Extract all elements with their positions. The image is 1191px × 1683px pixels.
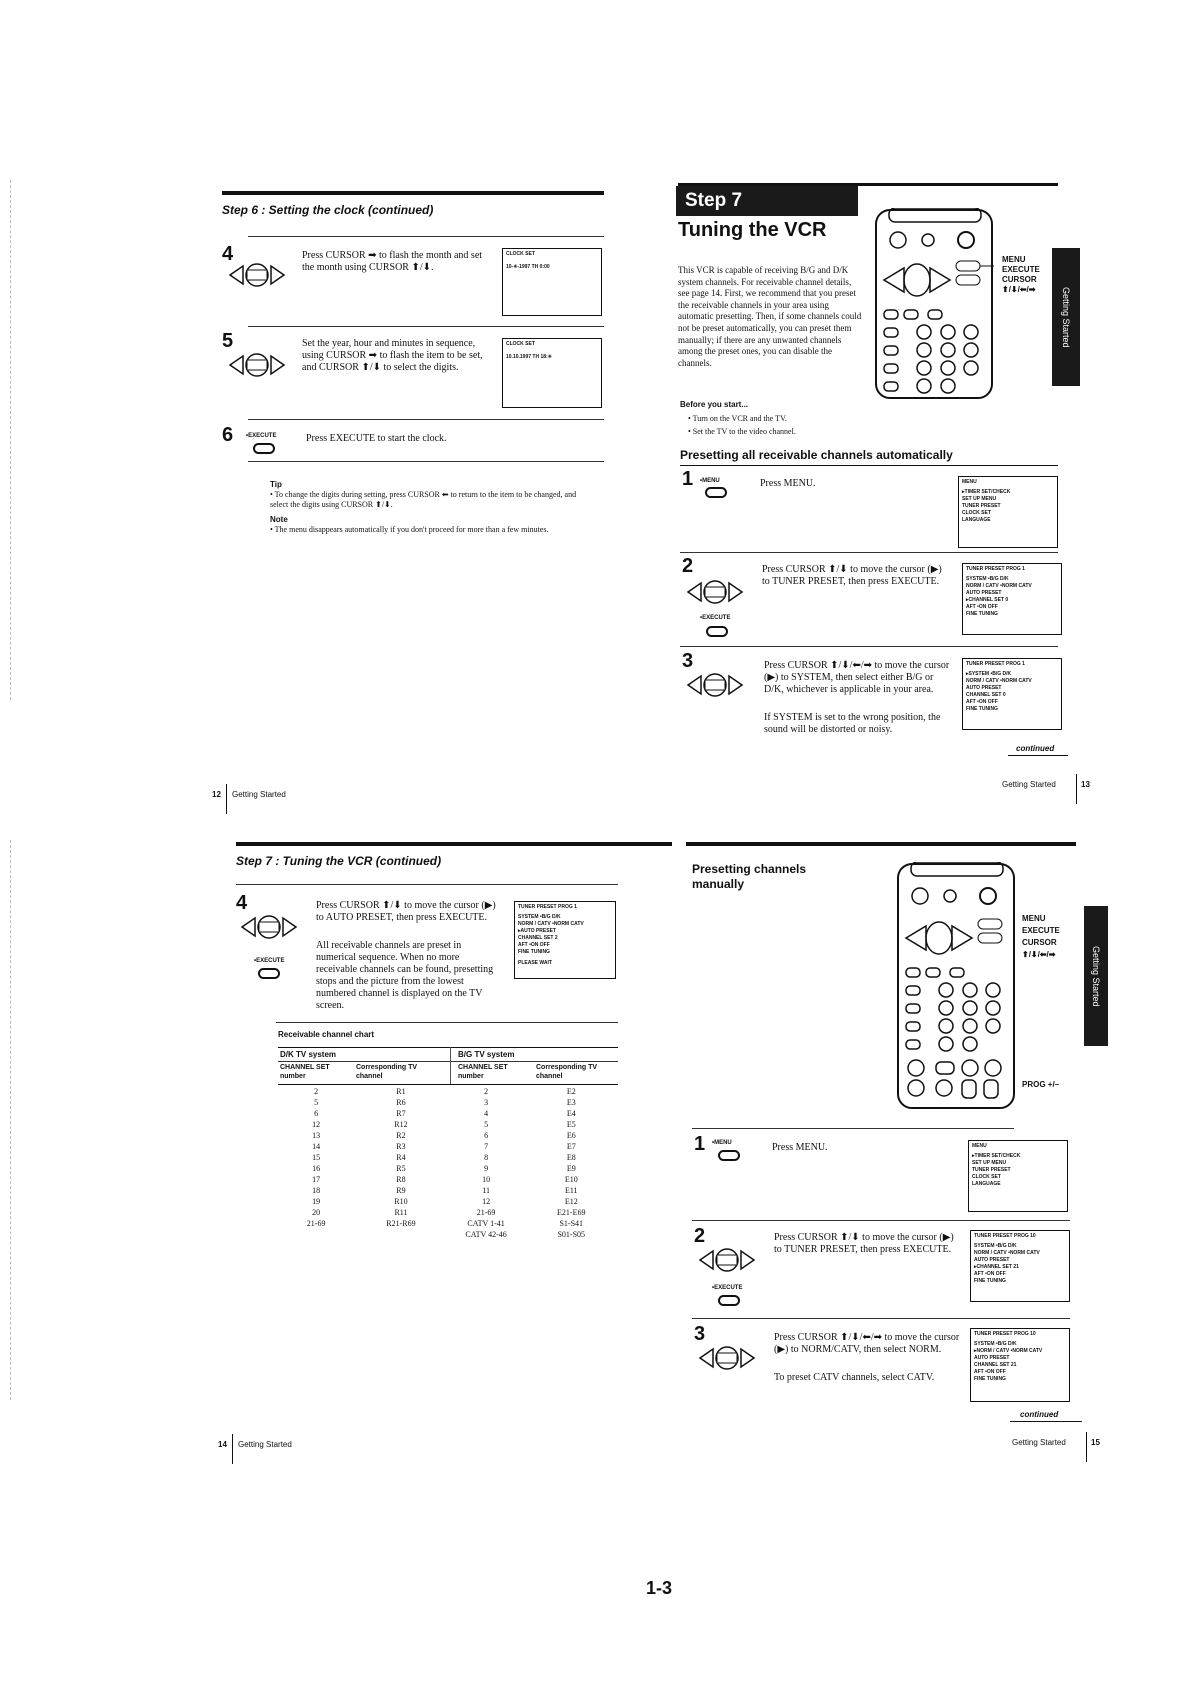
step-text: Set the year, hour and minutes in sequence, using CURSOR ➡ to flash the item to be set, and CURSOR ⬆/⬇ to select the digits. — [302, 338, 483, 373]
section-header: Step 6 : Setting the clock (continued) — [222, 203, 434, 217]
footer-bar — [226, 784, 227, 814]
step-number: 1 — [682, 468, 694, 490]
note-text: • The menu disappears automatically if you don't proceed for more than a few minutes. — [270, 525, 549, 534]
table-row — [278, 1218, 618, 1229]
table-cell: CATV 1-41 — [467, 1219, 505, 1228]
table-cell: E10 — [564, 1175, 578, 1184]
side-tab: Getting Started — [1084, 906, 1108, 1046]
step-text-note: All receivable channels are preset in numerical sequence. When no more receivable channels can be found, presetting stops and the picture from the lowest numbered channel is displayed on the TV screen. — [316, 940, 494, 1011]
page-number: 12 — [212, 790, 221, 799]
osd-line: AUTO PRESET — [966, 590, 1002, 596]
osd-line: TUNER PRESET PROG 10 — [974, 1233, 1036, 1239]
osd-screen — [962, 563, 1062, 635]
table-cell: 13 — [312, 1131, 321, 1140]
table-row — [278, 1108, 618, 1119]
divider — [248, 236, 604, 237]
table-cell: R9 — [396, 1186, 406, 1195]
table-cell: R5 — [396, 1164, 406, 1173]
osd-line: FINE TUNING — [966, 706, 998, 712]
table-cell: S01-S05 — [557, 1230, 586, 1239]
table-cell: R21-R69 — [386, 1219, 416, 1228]
osd-line: CHANNEL SET 0 — [966, 692, 1006, 698]
osd-line: TUNER PRESET PROG 1 — [966, 566, 1025, 572]
page-number: 13 — [1081, 780, 1090, 789]
continued-rule — [1008, 755, 1068, 756]
osd-line: AUTO PRESET — [974, 1355, 1010, 1361]
continued-rule — [1010, 1421, 1082, 1422]
execute-label: •EXECUTE — [700, 615, 731, 621]
table-row — [278, 1119, 618, 1130]
page-number: 14 — [218, 1440, 227, 1449]
remote-label-cursor: CURSOR — [1022, 938, 1057, 947]
step-number: 3 — [682, 650, 694, 672]
table-cell: R12 — [394, 1120, 408, 1129]
osd-line: FINE TUNING — [974, 1376, 1006, 1382]
menu-label: •MENU — [700, 478, 720, 484]
osd-line: TUNER PRESET PROG 1 — [518, 904, 577, 910]
divider — [680, 552, 1058, 553]
page-title: Tuning the VCR — [678, 219, 827, 241]
step-text: Press CURSOR ⬆/⬇ to move the cursor (▶) to TUNER PRESET, then press EXECUTE. — [774, 1232, 954, 1255]
table-cell: 14 — [312, 1142, 321, 1151]
osd-line: FINE TUNING — [974, 1278, 1006, 1284]
table-cell: E11 — [564, 1186, 578, 1195]
side-tab: Getting Started — [1052, 248, 1080, 386]
osd-line: SYSTEM •B/G D/K — [966, 576, 1009, 582]
table-cell: 10 — [482, 1175, 491, 1184]
osd-line: 10-✳-1997 TH 0:00 — [506, 264, 550, 270]
step-text-note: If SYSTEM is set to the wrong position, the sound will be distorted or noisy. — [764, 712, 941, 735]
osd-line: MENU — [962, 479, 977, 485]
table-cell: 3 — [484, 1098, 489, 1107]
table-cell: 7 — [484, 1142, 489, 1151]
table-cell: 19 — [312, 1197, 321, 1206]
execute-label: •EXECUTE — [712, 1285, 743, 1291]
divider — [278, 1047, 618, 1048]
header-rule — [236, 842, 672, 846]
osd-screen — [502, 338, 602, 408]
osd-line: CLOCK SET — [972, 1174, 1001, 1180]
menu-button-icon — [705, 487, 727, 498]
osd-line: TUNER PRESET — [962, 503, 1001, 509]
table-cell: E4 — [566, 1109, 576, 1118]
menu-button-icon — [718, 1150, 740, 1161]
osd-line: AFT •ON OFF — [518, 942, 550, 948]
page-number: 15 — [1091, 1438, 1100, 1447]
divider — [248, 461, 604, 462]
osd-screen — [968, 1140, 1068, 1212]
osd-line: FINE TUNING — [518, 949, 550, 955]
table-row — [278, 1097, 618, 1108]
remote-control-illustration — [874, 208, 994, 400]
step-number: 2 — [682, 555, 694, 577]
table-cell: S1-S41 — [559, 1219, 584, 1228]
table-cell: E7 — [566, 1142, 576, 1151]
table-row — [278, 1086, 618, 1097]
step-text: Press EXECUTE to start the clock. — [306, 433, 447, 444]
execute-button-icon — [718, 1295, 740, 1306]
osd-line: AFT •ON OFF — [966, 699, 998, 705]
section-header: Step 7 : Tuning the VCR (continued) — [236, 854, 442, 868]
table-cell: E5 — [566, 1120, 576, 1129]
divider — [276, 1022, 618, 1023]
osd-screen — [958, 476, 1058, 548]
table-cell: 5 — [314, 1098, 319, 1107]
osd-line: ▸CHANNEL SET 21 — [974, 1264, 1019, 1270]
execute-button-icon — [706, 626, 728, 637]
before-item: • Set the TV to the video channel. — [688, 427, 796, 436]
note-title: Note — [270, 515, 288, 524]
osd-screen — [970, 1328, 1070, 1402]
tip-text: • To change the digits during setting, press CURSOR ⬅ to return to the item to be changed, and select the digits using CURSOR ⬆/⬇. — [270, 490, 577, 509]
table-row — [278, 1174, 618, 1185]
remote-label-prog: PROG +/– — [1022, 1080, 1060, 1089]
remote-label-arrows: ⬆/⬇/⬅/➡ — [1022, 950, 1056, 959]
table-cell: R2 — [396, 1131, 406, 1140]
execute-label: •EXECUTE — [246, 433, 277, 439]
cursor-pad-icon — [698, 1341, 756, 1375]
step-number: 2 — [694, 1225, 706, 1247]
osd-line: SET UP MENU — [972, 1160, 1007, 1166]
divider — [692, 1128, 1014, 1129]
step-number: 4 — [222, 243, 234, 265]
table-cell: 20 — [312, 1208, 321, 1217]
table-cell: CATV 42-46 — [465, 1230, 507, 1239]
divider — [236, 884, 618, 885]
osd-line: NORM / CATV •NORM CATV — [974, 1250, 1040, 1256]
step-text: Press MENU. — [772, 1142, 828, 1153]
table-cell: E21-E69 — [557, 1208, 586, 1217]
osd-line: PLEASE WAIT — [518, 960, 552, 966]
osd-line: TUNER PRESET PROG 10 — [974, 1331, 1036, 1337]
intro-text: This VCR is capable of receiving B/G and D/K system channels. For receivable channel details, see page 14. First, we recommend that you preset the receivable channels in your area using automatic presetting. Then, if some channels could not be preset automatically, you can preset them manually; if there are any unwanted channels among the preset ones, you can disable the channels. — [678, 265, 862, 368]
table-cell: R7 — [396, 1109, 406, 1118]
tip-title: Tip — [270, 480, 282, 489]
osd-line: LANGUAGE — [972, 1181, 1001, 1187]
osd-line: MENU — [972, 1143, 987, 1149]
step-text: Press CURSOR ➡ to flash the month and set the month using CURSOR ⬆/⬇. — [302, 250, 483, 273]
before-item: • Turn on the VCR and the TV. — [688, 414, 787, 423]
osd-screen — [962, 658, 1062, 730]
osd-line: CLOCK SET — [506, 251, 535, 257]
channel-table — [278, 1086, 618, 1240]
margin-dash-line — [10, 180, 12, 700]
cursor-pad-icon — [228, 348, 286, 382]
section-title — [692, 862, 806, 892]
continued-label: continued — [1020, 1410, 1059, 1419]
table-cell: E8 — [566, 1153, 576, 1162]
osd-line: SYSTEM •B/G D/K — [974, 1243, 1017, 1249]
footer-bar — [1076, 774, 1077, 804]
col-header: Corresponding TV channel — [536, 1064, 598, 1080]
step-number: 6 — [222, 424, 234, 446]
menu-label: •MENU — [712, 1140, 732, 1146]
divider — [278, 1061, 618, 1062]
table-row — [278, 1196, 618, 1207]
footer-bar — [1086, 1432, 1087, 1462]
table-cell: 12 — [482, 1197, 491, 1206]
osd-line: SET UP MENU — [962, 496, 997, 502]
table-cell: 2 — [314, 1087, 319, 1096]
table-cell: 2 — [484, 1087, 489, 1096]
col-header: CHANNEL SET number — [458, 1064, 508, 1080]
continued-label: continued — [1016, 744, 1055, 753]
header-rule — [222, 191, 604, 195]
divider — [680, 646, 1058, 647]
cursor-pad-icon — [686, 668, 744, 702]
remote-label-execute: EXECUTE — [1002, 265, 1040, 274]
bg-system-title: B/G TV system — [458, 1050, 515, 1059]
step-number: 5 — [222, 330, 234, 352]
dk-system-title: D/K TV system — [280, 1050, 337, 1059]
col-header: CHANNEL SET number — [280, 1064, 330, 1080]
execute-button-icon — [258, 968, 280, 979]
osd-line: NORM / CATV •NORM CATV — [966, 583, 1032, 589]
table-cell: E3 — [566, 1098, 576, 1107]
osd-line: ▸NORM / CATV •NORM CATV — [974, 1348, 1043, 1354]
section-title-line: manually — [692, 877, 745, 891]
osd-line: CHANNEL SET 21 — [974, 1362, 1017, 1368]
osd-line: LANGUAGE — [962, 517, 991, 523]
table-cell: 21-69 — [306, 1219, 326, 1228]
table-cell: 21-69 — [476, 1208, 496, 1217]
table-vdivider — [450, 1047, 451, 1084]
osd-line: CLOCK SET — [506, 341, 535, 347]
step-text: Press MENU. — [760, 478, 816, 489]
table-cell: 6 — [484, 1131, 489, 1140]
table-cell: R11 — [394, 1208, 408, 1217]
col-header: Corresponding TV channel — [356, 1064, 418, 1080]
remote-label-menu: MENU — [1022, 914, 1046, 923]
chart-title: Receivable channel chart — [278, 1030, 375, 1039]
osd-line: NORM / CATV •NORM CATV — [966, 678, 1032, 684]
osd-line: ▸TIMER SET/CHECK — [972, 1153, 1021, 1159]
table-row — [278, 1185, 618, 1196]
step-text: Press CURSOR ⬆/⬇/⬅/➡ to move the cursor (▶) to NORM/CATV, then select NORM. — [774, 1332, 960, 1355]
remote-label-cursor: CURSOR — [1002, 275, 1037, 284]
remote-label-menu: MENU — [1002, 255, 1026, 264]
osd-line: SYSTEM •B/G D/K — [518, 914, 561, 920]
osd-screen — [514, 901, 616, 979]
cursor-pad-icon — [686, 575, 744, 609]
osd-line: AUTO PRESET — [966, 685, 1002, 691]
divider — [692, 1220, 1070, 1221]
table-cell: 4 — [484, 1109, 489, 1118]
table-cell: E6 — [566, 1131, 576, 1140]
osd-line: 10.10.1997 TH 18:✳ — [506, 354, 552, 360]
osd-line: AFT •ON OFF — [974, 1369, 1006, 1375]
osd-line: TUNER PRESET PROG 1 — [966, 661, 1025, 667]
footer-bar — [232, 1434, 233, 1464]
remote-control-illustration — [896, 862, 1020, 1110]
cursor-pad-icon — [698, 1243, 756, 1277]
table-row — [278, 1152, 618, 1163]
osd-screen — [502, 248, 602, 316]
footer-text: Getting Started — [1002, 780, 1056, 789]
table-row — [278, 1163, 618, 1174]
table-row — [278, 1207, 618, 1218]
osd-line: ▸AUTO PRESET — [518, 928, 556, 934]
sheet-page-number: 1-3 — [646, 1578, 673, 1598]
footer-text: Getting Started — [1012, 1438, 1066, 1447]
section-title-line: Presetting channels — [692, 862, 807, 876]
osd-line: FINE TUNING — [966, 611, 998, 617]
table-cell: E12 — [564, 1197, 578, 1206]
remote-label-arrows: ⬆/⬇/⬅/➡ — [1002, 285, 1036, 294]
step-text: Press CURSOR ⬆/⬇/⬅/➡ to move the cursor (▶) to SYSTEM, then select either B/G or D/K, whichever is applicable in your area. — [764, 660, 950, 695]
table-cell: 8 — [484, 1153, 489, 1162]
divider — [278, 1084, 618, 1085]
table-cell: 11 — [482, 1186, 490, 1195]
table-cell: 9 — [484, 1164, 489, 1173]
step-text-note: To preset CATV channels, select CATV. — [774, 1372, 935, 1383]
table-row — [278, 1141, 618, 1152]
osd-screen — [970, 1230, 1070, 1302]
table-row — [278, 1130, 618, 1141]
margin-dash-line — [10, 840, 12, 1400]
step-text: Press CURSOR ⬆/⬇ to move the cursor (▶) to AUTO PRESET, then press EXECUTE. — [316, 900, 496, 923]
osd-line: SYSTEM •B/G D/K — [974, 1341, 1017, 1347]
table-cell: R3 — [396, 1142, 406, 1151]
table-cell: 16 — [312, 1164, 321, 1173]
step-number: 3 — [694, 1323, 706, 1345]
execute-label: •EXECUTE — [254, 958, 285, 964]
table-cell: R8 — [396, 1175, 406, 1184]
before-title: Before you start... — [680, 400, 749, 409]
osd-line: TUNER PRESET — [972, 1167, 1011, 1173]
step-number: 1 — [694, 1133, 706, 1155]
table-cell: 15 — [312, 1153, 321, 1162]
osd-line: ▸TIMER SET/CHECK — [962, 489, 1011, 495]
table-cell: 17 — [312, 1175, 321, 1184]
table-cell: R1 — [396, 1087, 406, 1096]
osd-line: AUTO PRESET — [974, 1257, 1010, 1263]
step-number: 4 — [236, 892, 248, 914]
cursor-pad-icon — [240, 910, 298, 944]
table-cell: R4 — [396, 1153, 406, 1162]
footer-text: Getting Started — [238, 1440, 292, 1449]
step-text: Press CURSOR ⬆/⬇ to move the cursor (▶) to TUNER PRESET, then press EXECUTE. — [762, 564, 942, 587]
divider — [680, 465, 1058, 466]
header-rule — [686, 842, 1076, 846]
divider — [692, 1318, 1070, 1319]
table-row — [278, 1229, 618, 1240]
table-cell: 6 — [314, 1109, 319, 1118]
osd-line: ▸SYSTEM •B/G D/K — [966, 671, 1012, 677]
table-cell: 5 — [484, 1120, 489, 1129]
table-cell: 12 — [312, 1120, 321, 1129]
osd-line: AFT •ON OFF — [974, 1271, 1006, 1277]
table-cell — [354, 1229, 447, 1240]
footer-text: Getting Started — [232, 790, 286, 799]
table-cell — [278, 1229, 354, 1240]
section-title: Presetting all receivable channels automatically — [680, 448, 953, 462]
table-cell: E2 — [566, 1087, 576, 1096]
table-cell: R10 — [394, 1197, 408, 1206]
osd-line: CLOCK SET — [962, 510, 991, 516]
osd-line: ▸CHANNEL SET 0 — [966, 597, 1009, 603]
table-cell: E9 — [566, 1164, 576, 1173]
remote-label-execute: EXECUTE — [1022, 926, 1060, 935]
step-badge: Step 7 — [676, 186, 858, 216]
table-cell: R6 — [396, 1098, 406, 1107]
osd-line: NORM / CATV •NORM CATV — [518, 921, 584, 927]
osd-line: CHANNEL SET 2 — [518, 935, 558, 941]
cursor-pad-icon — [228, 258, 286, 292]
divider — [248, 419, 604, 420]
execute-button-icon — [253, 443, 275, 454]
table-cell: 18 — [312, 1186, 321, 1195]
divider — [248, 326, 604, 327]
osd-line: AFT •ON OFF — [966, 604, 998, 610]
